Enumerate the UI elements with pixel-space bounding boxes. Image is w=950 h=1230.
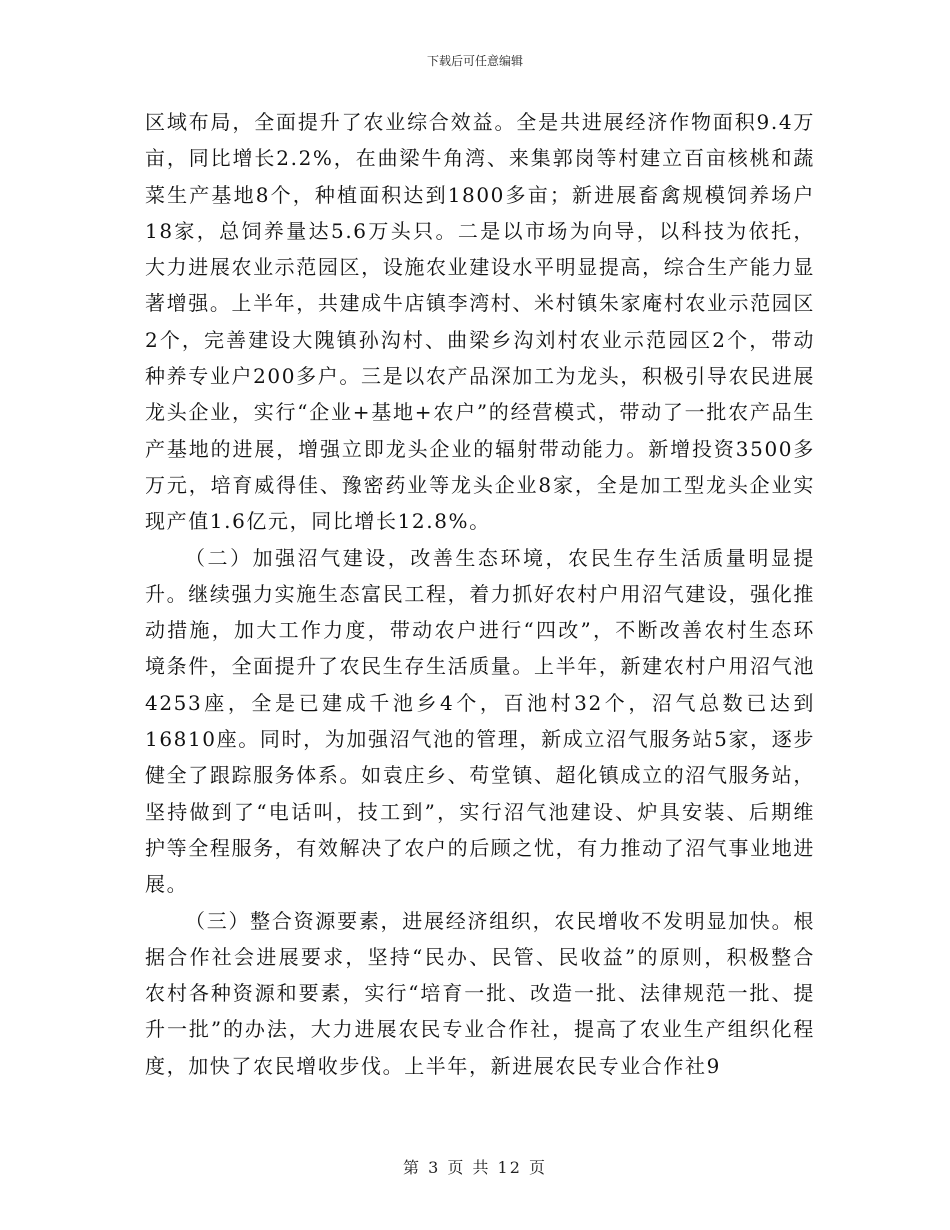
body-paragraph-1: 区域布局，全面提升了农业综合效益。全是共进展经济作物面积9.4万亩，同比增长2.2%，在曲梁牛角湾、来集郭岗等村建立百亩核桃和蔬菜生产基地8个，种植面积达到1800多亩；新进展畜禽规模饲养场户18家，总饲养量达5.6万头只。二是以市场为向导，以科技为依托，大力进展农业示范园区，设施农业建设水平明显提高，综合生产能力显著增强。上半年，共建成牛店镇李湾村、米村镇朱家庵村农业示范园区2个，完善建设大隗镇孙沟村、曲梁乡沟刘村农业示范园区2个，带动种养专业户200多户。三是以农产品深加工为龙头，积极引导农民进展龙头企业，实行“企业+基地+农户”的经营模式，带动了一批农产品生产基地的进展，增强立即龙头企业的辐射带动能力。新增投资3500多万元，培育威得佳、豫密药业等龙头企业8家，全是加工型龙头企业实现产值1.6亿元，同比增长12.8%。: [145, 110, 815, 534]
body-paragraph-2: （二）加强沼气建设，改善生态环境，农民生存生活质量明显提升。继续强力实施生态富民工程，着力抓好农村户用沼气建设，强化推动措施，加大工作力度，带动农户进行“四改”，不断改善农村生态环境条件，全面提升了农民生存生活质量。上半年，新建农村户用沼气池4253座，全是已建成千池乡4个，百池村32个，沼气总数已达到16810座。同时，为加强沼气池的管理，新成立沼气服务站5家，逐步健全了跟踪服务体系。如袁庄乡、苟堂镇、超化镇成立的沼气服务站，坚持做到了“电话叫，技工到”，实行沼气池建设、炉具安装、后期维护等全程服务，有效解决了农户的后顾之忧，有力推动了沼气事业地进展。: [145, 545, 815, 897]
body-paragraph-3: （三）整合资源要素，进展经济组织，农民增收不发明显加快。根据合作社会进展要求，坚持“民办、民管、民收益”的原则，积极整合农村各种资源和要素，实行“培育一批、改造一批、法律规范一批、提升一批”的办法，大力进展农民专业合作社，提高了农业生产组织化程度，加快了农民增收步伐。上半年，新进展农民专业合作社9: [145, 908, 815, 1078]
document-body: [145, 104, 815, 1084]
page-header-note: 下载后可任意编辑: [426, 54, 523, 68]
page-number: 第 3 页 共 12 页: [403, 1158, 547, 1177]
